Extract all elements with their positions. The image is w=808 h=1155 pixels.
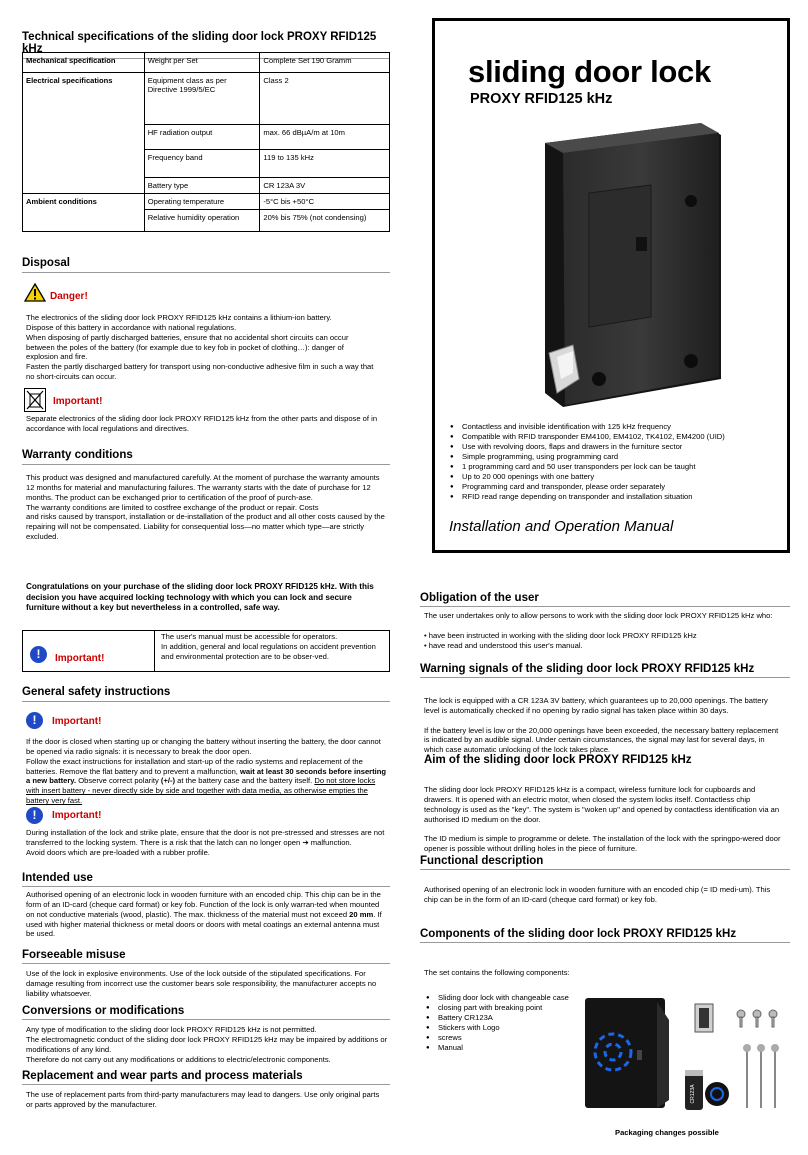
spec-cell: Equipment class as per Directive 1999/5/EC — [144, 73, 260, 125]
disposal-title: Disposal — [22, 257, 390, 273]
intended-text-b: . If used with higher material thickness or metal doors or doors with metal coatings an external antenna must be used. — [26, 909, 382, 939]
list-item: ● Use with revolving doors, flaps and drawers in the furniture sector — [450, 442, 785, 452]
important-label: Important! — [52, 810, 102, 821]
obligation-title: Obligation of the user — [420, 592, 790, 607]
aim-text: The sliding door lock PROXY RFID125 kHz is a compact, wireless furniture lock for cupboards and drawers. It is opened with an electric motor, when closed the system locks itself. Contactless chip technology is used as the "key". The system is "woken up" and opened by contactless identification via an authorised ID medium on the door. The ID medium is simple to programme or delete. The installation of the lock with the springpo-wered door opener is possible without drilling holes in the piece of furniture. — [424, 785, 781, 854]
important-text: Separate electronics of the sliding door lock PROXY RFID125 kHz from the other parts and dispose of in accordance with local regulations and directives. — [26, 414, 378, 433]
important-label: Important! — [52, 716, 102, 727]
components-intro: The set contains the following components: — [424, 968, 570, 977]
conversions-text: Any type of modification to the sliding door lock PROXY RFID125 kHz is not permitted. The electromagnetic conduct of the sliding door lock PROXY RFID125 kHz may be impaired by additions or modifications of any kind. Therefore do not carry out any modifications or additions to electric/electronic components. — [26, 1025, 388, 1064]
functional-title: Functional description — [420, 855, 790, 870]
spec-cell — [23, 178, 145, 194]
obligation-text: The user undertakes only to allow persons to work with the sliding door lock PROXY RFID125 kHz who: • have been instructed in working with the sliding door lock PROXY RFID125 kHz • have read and understood this user's manual. — [424, 611, 773, 650]
safety-polarity: (+/-) — [160, 776, 176, 786]
box-divider — [154, 631, 155, 671]
spec-cell: Relative humidity operation — [144, 210, 260, 232]
list-item: ● Manual — [426, 1043, 586, 1053]
components-title: Components of the sliding door lock PROXY RFID125 kHz — [420, 928, 790, 943]
safety-text-b: Observe correct polarity — [76, 776, 161, 786]
spec-table — [22, 52, 390, 232]
battery-label: CR123A — [690, 1084, 696, 1104]
danger-label: Danger! — [50, 291, 88, 302]
safety-text — [26, 737, 388, 806]
safety-text-2: During installation of the lock and strike plate, ensure that the door is not pre-stressed and stresses are not transferred to the locking system. There is a risk that the latch can no longer open ➔ malfunction. Avoid doors which are pre-loaded with a rubber profile. — [26, 828, 385, 857]
spec-cell: Operating temperature — [144, 194, 260, 210]
exclamation-icon: ! — [26, 712, 43, 729]
list-item: ● screws — [426, 1033, 586, 1043]
warning-triangle-icon — [24, 283, 46, 302]
table-row — [23, 73, 390, 125]
info-icon-wrap — [26, 711, 43, 729]
feature-list — [450, 422, 785, 502]
conversions-title: Conversions or modifications — [22, 1005, 390, 1020]
cover-title: sliding door lock — [468, 54, 711, 89]
list-item: ● Battery CR123A — [426, 1013, 586, 1023]
warranty-text: This product was designed and manufactured carefully. At the moment of purchase the warranty amounts 12 months for material and manufacturing failures. The warranty starts with the date of purchase for 12 months. The product can be exchanged prior to certification of the proof of purch-ase. The warranty conditions are limited to costfree exchange of the product or repair. Costs and risks caused by transport, installation or de-installation of the product and all other costs caused by the repairing will not be compensated. Liability for consequential loss—no matter which type—are strictly excluded. — [26, 473, 385, 542]
replacement-title: Replacement and wear parts and process materials — [22, 1070, 390, 1085]
list-item: ● Contactless and invisible identification with 125 kHz frequency — [450, 422, 785, 432]
exclamation-icon: ! — [30, 646, 47, 663]
safety-text-a: If the door is closed when starting up or changing the battery without inserting the battery, the door cannot be opened via radio signals: it is necessary to break the door open. Follow the exact instructions for installation and start-up of the radio systems and replacement of the batteries. Remove the flat battery and to prevent a malfunction, — [26, 737, 381, 776]
list-item: ● Sliding door lock with changeable case — [426, 993, 586, 1003]
warranty-title: Warranty conditions — [22, 449, 390, 465]
spec-cell — [23, 210, 145, 232]
manual-title: Installation and Operation Manual — [449, 518, 674, 535]
intended-title: Intended use — [22, 872, 390, 887]
misuse-text: Use of the lock in explosive environments. Use of the lock outside of the stipulated specifications. For damage resulting from incorrect use the customer bears sole responsibility, the manufacturer accepts no liability whatsoever. — [26, 969, 377, 998]
aim-title: Aim of the sliding door lock PROXY RFID125 kHz — [424, 754, 692, 766]
spec-cell: Mechanical specification — [23, 53, 145, 73]
safety-underline: Do not store locks with insert battery - never directly side by side and together with data media, as otherwise empties the battery very fast. — [26, 776, 376, 806]
important-label: Important! — [53, 396, 103, 407]
cover-frame — [432, 18, 790, 553]
table-row — [23, 150, 390, 178]
intended-text-a: Authorised opening of an electronic lock in wooden furniture with an encoded chip. This chip can be in the form of an ID-card (cheque card format) or key fob. Function of the lock is only warran-ted when mounted on not conductive materials (wood, plastic). The max. thickness of the material must not exceed — [26, 890, 381, 919]
spec-cell: Class 2 — [260, 73, 390, 125]
important-label: Important! — [55, 653, 105, 664]
intended-text — [26, 890, 388, 939]
safety-text-c: at the battery case and the battery itself. — [175, 776, 315, 786]
spec-cell: HF radiation output — [144, 125, 260, 150]
list-item: ● closing part with breaking point — [426, 1003, 586, 1013]
danger-text: The electronics of the sliding door lock PROXY RFID125 kHz contains a lithium-ion battery. Dispose of this battery in accordance with national regulations. When disposing of partly discharged batteries, ensure that no accidental short circuits can occur between the poles of the battery (for example due to key fob in pocket of clothing…): danger of explosion and fire. Fasten the partly discharged battery for transport using non-conductive adhesive film in such a way that no short-circuits can occur. — [26, 313, 374, 382]
list-item: ● Compatible with RFID transponder EM4100, EM4102, TK4102, EM4200 (UID) — [450, 432, 785, 442]
spec-cell: Battery type — [144, 178, 260, 194]
crossed-bin-icon — [24, 388, 46, 412]
spec-cell — [23, 125, 145, 150]
safety-title: General safety instructions — [22, 686, 390, 702]
list-item: ● RFID read range depending on transponder and installation situation — [450, 492, 785, 502]
list-item: ● Stickers with Logo — [426, 1023, 586, 1033]
spec-cell: Frequency band — [144, 150, 260, 178]
spec-cell: Electrical specifications — [23, 73, 145, 125]
cover-subtitle: PROXY RFID125 kHz — [470, 91, 613, 107]
spec-cell: 119 to 135 kHz — [260, 150, 390, 178]
list-item: ● 1 programming card and 50 user transponders per lock can be taught — [450, 462, 785, 472]
functional-text: Authorised opening of an electronic lock in wooden furniture with an encoded chip (= ID medi-um). This chip can be in the form of an ID-card (cheque card format) or key fob. — [424, 885, 771, 904]
spec-cell: CR 123A 3V — [260, 178, 390, 194]
lock-product-image — [523, 117, 728, 422]
spec-cell: Ambient conditions — [23, 194, 145, 210]
table-row — [23, 194, 390, 210]
list-item: ● Programming card and transponder, please order separately — [450, 482, 785, 492]
misuse-title: Forseeable misuse — [22, 949, 390, 964]
packaging-note: Packaging changes possible — [615, 1128, 719, 1137]
list-item: ● Simple programming, using programming card — [450, 452, 785, 462]
info-icon-wrap — [30, 645, 47, 663]
table-row — [23, 125, 390, 150]
spec-cell: max. 66 dBµA/m at 10m — [260, 125, 390, 150]
safety-bold: wait at least 30 seconds before inserting a new battery. — [26, 766, 387, 786]
table-row — [23, 210, 390, 232]
important-box — [22, 630, 390, 672]
table-row — [23, 178, 390, 194]
warning-text: The lock is equipped with a CR 123A 3V battery, which guarantees up to 20,000 openings. The battery level is automatically checked if no opening by radio signal has taken place within 30 days. If the battery level is low or the 20,000 openings have been exceeded, the necessary battery replacement is indicated by an audible signal. Under certain circumstances, the signal may last for several days, in which case automatic unlocking of the lock takes place. — [424, 696, 779, 755]
spec-cell: 20% bis 75% (not condensing) — [260, 210, 390, 232]
warning-title: Warning signals of the sliding door lock PROXY RFID125 kHz — [420, 663, 790, 678]
info-icon-wrap — [26, 806, 43, 824]
intended-bold: 20 mm — [349, 909, 374, 919]
components-image — [585, 990, 790, 1115]
tech-spec-title: Technical specifications of the sliding door lock PROXY RFID125 kHz — [22, 31, 390, 59]
list-item: ● Up to 20 000 openings with one battery — [450, 472, 785, 482]
exclamation-icon: ! — [26, 807, 43, 824]
spec-cell: Weight per Set — [144, 53, 260, 73]
congrats-text: Congratulations on your purchase of the sliding door lock PROXY RFID125 kHz. With this decision you have acquired locking technology with which you can lock and secure furniture without a key but nevertheless in a controlled, safe way. — [26, 582, 374, 613]
spec-cell: Complete Set 190 Gramm — [260, 53, 390, 73]
spec-cell — [23, 150, 145, 178]
table-row — [23, 53, 390, 73]
replacement-text: The use of replacement parts from third-party manufacturers may lead to dangers. Use only original parts or parts approved by the manufacturer. — [26, 1090, 380, 1109]
box-text: The user's manual must be accessible for operators. In addition, general and local regulations on accident prevention and environmental protection are to be obser-ved. — [161, 632, 376, 661]
spec-cell: -5°C bis +50°C — [260, 194, 390, 210]
components-list — [426, 993, 586, 1053]
